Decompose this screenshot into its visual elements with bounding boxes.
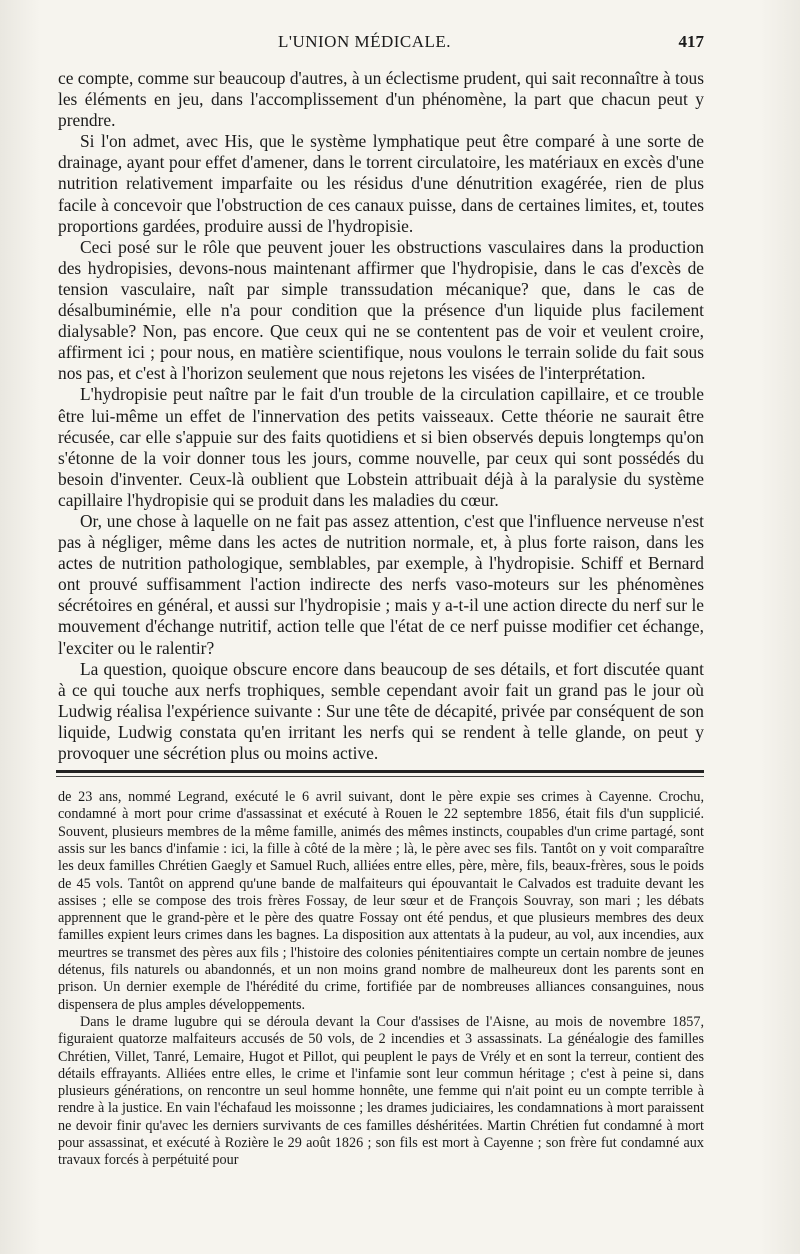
- divider-thin-line: [56, 776, 704, 777]
- running-title: L'UNION MÉDICALE.: [278, 32, 452, 51]
- footnote-text: [58, 789, 704, 1170]
- divider-thick-line: [56, 770, 704, 773]
- paragraph: Or, une chose à laquelle on ne fait pas assez attention, c'est que l'influence nerveuse n'est pas à négliger, même dans les actes de nutrition normale, et, à plus forte raison, dans les actes de nutrition pathologique, semblables, par exemple, à l'hydropisie. Schiff et Bernard ont prouvé suffisamment l'action indirecte des nerfs vaso-moteurs sur les phénomènes sécrétoires en général, et aussi sur l'hydropisie ; mais y a-t-il une action directe du nerf sur le mouvement d'échange nutritif, action telle que l'état de ce nerf puisse modifier cet échange, l'exciter ou le ralentir?: [58, 510, 704, 658]
- paragraph: L'hydropisie peut naître par le fait d'un trouble de la circulation capillaire, et ce trouble être lui-même un effet de l'innervation des petits vaisseaux. Cette théorie ne saurait être récusée, car elle s'appuie sur des faits quotidiens et si bien observés depuis longtemps qu'on s'étonne de la voir donner tous les jours, comme nouvelle, par ceux qui sont possédés du besoin d'inventer. Ceux-là oublient que Lobstein attribuait déjà à la paralysie du système capillaire l'hydropisie qui se produit dans les maladies du cœur.: [58, 384, 704, 510]
- page-number: 417: [678, 32, 704, 51]
- paragraph: Si l'on admet, avec His, que le système lymphatique peut être comparé à une sorte de drainage, ayant pour effet d'amener, dans le torrent circulatoire, les matériaux en excès d'une nutrition relativement imparfaite ou les résidus d'une dénutrition exagérée, rien de plus facile à concevoir que l'obstruction de ces canaux puisse, dans de certaines limites, et, toutes proportions gardées, produire aussi de l'hydropisie.: [58, 131, 704, 236]
- footnote-paragraph: Dans le drame lugubre qui se déroula devant la Cour d'assises de l'Aisne, au mois de novembre 1857, figuraient quatorze malfaiteurs accusés de 50 vols, de 2 incendies et 3 assassinats. La généalogie des familles Chrétien, Villet, Tanré, Lemaire, Hugot et Pillot, qui peuplent le pays de Vrély et en sont la terreur, contient des détails effrayants. Alliées entre elles, le crime et l'infamie sont leur commun héritage ; c'est à peine si, dans plusieurs générations, on rencontre un seul homme honnête, une femme qui n'ait point eu un compte terrible à rendre à la justice. En vain l'échafaud les moissonne ; les drames judiciaires, les condamnations à mort paraissent ne devoir finir qu'avec les derniers survivants de ces familles déshéritées. Martin Chrétien fut condamné à mort pour assassinat, et exécuté à Rozière le 29 août 1826 ; son fils est mort à Cayenne ; son frère fut condamné aux travaux forcés à perpétuité pour: [58, 1013, 704, 1169]
- footnote-divider: [56, 770, 704, 777]
- paragraph: La question, quoique obscure encore dans beaucoup de ses détails, et fort discutée quant à ce qui touche aux nerfs trophiques, semble cependant avoir fait un grand pas le jour où Ludwig réalisa l'expérience suivante : Sur une tête de décapité, privée par conséquent de son liquide, Ludwig constata qu'en irritant les nerfs qui se rendent à telle glande, on peut y provoquer une sécrétion plus ou moins active.: [58, 658, 704, 763]
- page-header: [58, 32, 704, 60]
- main-text: [58, 68, 704, 764]
- paragraph: Ceci posé sur le rôle que peuvent jouer les obstructions vasculaires dans la production des hydropisies, devons-nous maintenant affirmer que l'hydropisie, dans le cas d'excès de tension vasculaire, naît par simple transsudation mécanique? que, dans le cas de désalbuminémie, elle n'a pour condition que la présence d'un liquide plus facilement dialysable? Non, pas encore. Que ceux qui ne se contentent pas de voir et veulent croire, affirment ici ; pour nous, en matière scientifique, nous voulons le terrain solide du fait sous nos pas, et c'est à l'horizon seulement que nous rejetons les visées de l'interprétation.: [58, 236, 704, 384]
- footnote-paragraph: de 23 ans, nommé Legrand, exécuté le 6 avril suivant, dont le père expie ses crimes à Cayenne. Crochu, condamné à mort pour crime d'assassinat et exécuté à Rouen le 22 septembre 1856, était fils d'un supplicié. Souvent, plusieurs membres de la même famille, animés des mêmes instincts, coupables d'un crime partagé, sont assis sur les bancs d'infamie : ici, la fille à côté de la mère ; là, le père avec ses fils. Tantôt on y voit comparaître les deux familles Chrétien Gaegly et Samuel Ruch, alliées entre elles, père, mère, fils, beaux-frères, sous le poids de 45 vols. Tantôt on apprend qu'une bande de malfaiteurs qui épouvantait le Calvados est traduite devant les assises ; elle se compose des trois frères Fossay, de leur sœur et de François Souvray, son mari ; les débats apprennent que le grand-père et le père des quatre Fossay ont été pendus, et que plusieurs membres des deux familles expient leurs crimes dans les bagnes. La disposition aux attentats à la pudeur, au vol, aux incendies, aux meurtres se transmet des pères aux fils ; l'histoire des colonies pénitentiaires compte un certain nombre de jeunes détenus, fils naturels ou abandonnés, et un non moins grand nombre de malheureux dont les parents sont en prison. Un dernier exemple de l'hérédité du crime, fortifiée par de nombreuses alliances consanguines, nous dispensera de plus amples développements.: [58, 789, 704, 1013]
- paragraph: ce compte, comme sur beaucoup d'autres, à un éclectisme prudent, qui sait reconnaître à tous les éléments en jeu, dans l'accomplissement d'un phénomène, la part que chacun peut y prendre.: [58, 68, 704, 131]
